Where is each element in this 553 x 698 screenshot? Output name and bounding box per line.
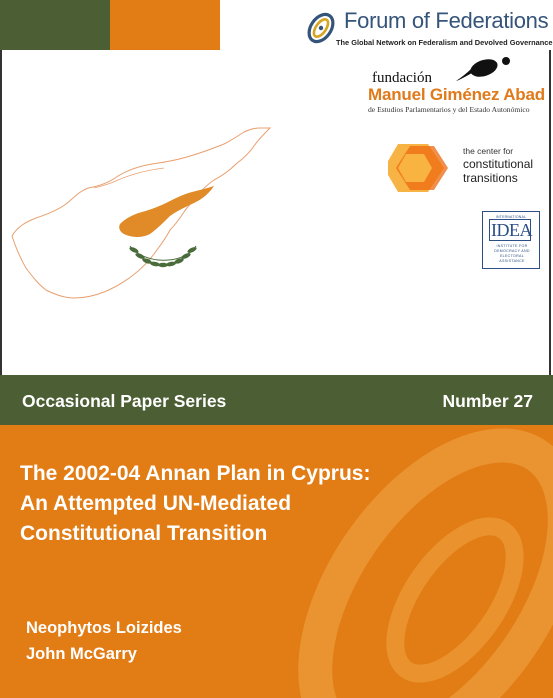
idea-sub-2: DEMOCRACY AND (494, 249, 530, 253)
center-constitutional-transitions-logo (388, 138, 550, 198)
authors (26, 615, 182, 667)
idea-sub-3: ELECTORAL (499, 254, 524, 258)
international-idea-logo (482, 211, 540, 269)
estudios-line: de Estudios Parlamentarios y del Estado Autonómico (368, 105, 530, 114)
fundacion-gimenez-abad-logo (366, 52, 551, 117)
series-number: Number 27 (442, 391, 533, 411)
transitions-line: transitions (463, 171, 518, 185)
fof-title: Forum of Federations (344, 8, 549, 33)
mga-comma-icon (454, 54, 518, 84)
title-line-3: Constitutional Transition (20, 522, 268, 545)
series-label: Occasional Paper Series (22, 391, 227, 411)
orange-header-block (110, 0, 220, 50)
fundacion-line: fundación (372, 70, 432, 86)
cyprus-map (8, 126, 288, 306)
title-line-1: The 2002-04 Annan Plan in Cyprus: (20, 462, 371, 485)
constitutional-line: constitutional (463, 157, 534, 171)
fof-swirl-icon (306, 8, 336, 46)
fof-subtitle: The Global Network on Federalism and Devolved Governance (336, 38, 553, 47)
paper-title (20, 459, 370, 549)
idea-sub-1: INSTITUTE FOR (496, 244, 528, 248)
flag-island (119, 186, 214, 237)
idea-word: IDEA (491, 220, 532, 240)
olive-branches (129, 246, 198, 267)
title-line-2: An Attempted UN-Mediated (20, 492, 292, 515)
idea-sub-4: ASSISTANCE (499, 259, 525, 263)
gimenez-abad-line: Manuel Giménez Abad (368, 85, 545, 104)
green-header-block (0, 0, 110, 50)
author-2: John McGarry (26, 645, 137, 663)
author-1: Neophytos Loizides (26, 619, 182, 637)
center-line: the center for (463, 146, 514, 156)
forum-of-federations-logo (306, 6, 551, 50)
idea-top-text: INTERNATIONAL (495, 215, 527, 219)
cct-hexagon-icon (388, 140, 450, 196)
title-panel (0, 425, 553, 698)
series-bar (0, 375, 553, 425)
